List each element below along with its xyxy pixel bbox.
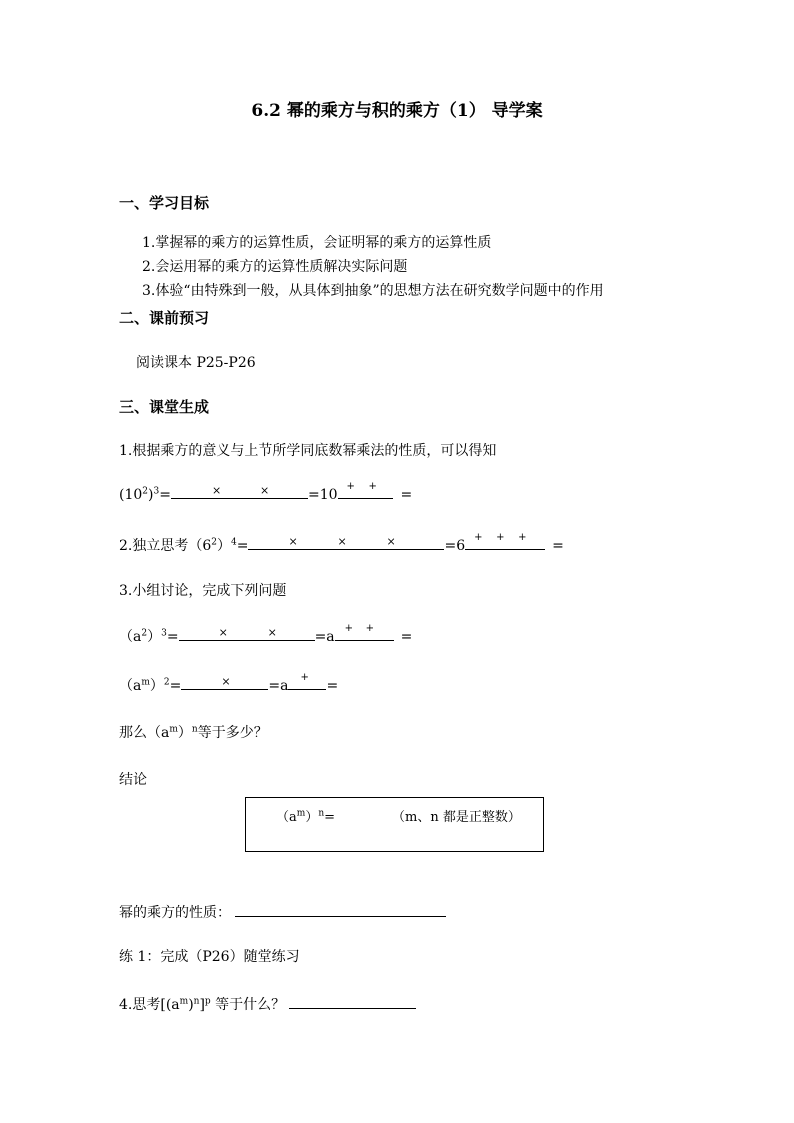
answer-blank[interactable]: × × xyxy=(179,628,315,641)
preview-text: 阅读课本 P25-P26 xyxy=(136,355,256,371)
section-heading-goals: 一、学习目标 xyxy=(119,194,210,212)
property-blank[interactable] xyxy=(235,904,446,917)
equation-3: $(a^2)^3=$ × × =a + + = xyxy=(119,623,413,645)
answer-blank[interactable]: × xyxy=(181,677,268,690)
page-title: 6.2 幂的乘方与积的乘方（1） 导学案 xyxy=(251,101,543,121)
goal-item-1: 1.掌握幂的乘方的运算性质，会证明幂的乘方的运算性质 xyxy=(142,235,492,251)
exponent-blank[interactable]: + + + xyxy=(465,537,545,550)
equation-1: $(10^2)^3=$ × × =10 + + = xyxy=(119,481,413,503)
question-power-rule: 那么$(a^m)^n$等于多少？ xyxy=(119,724,268,741)
section-heading-class: 三、课堂生成 xyxy=(119,398,210,416)
question-4: 4.思考$[(a^m)^n]^p$ 等于什么？ xyxy=(119,994,416,1014)
answer-blank[interactable]: × × × xyxy=(248,537,444,550)
goal-item-2: 2.会运用幂的乘方的运算性质解决实际问题 xyxy=(142,259,408,275)
exponent-blank[interactable]: + + xyxy=(338,486,393,499)
conclusion-label: 结论 xyxy=(119,772,147,788)
exponent-blank[interactable]: + xyxy=(288,677,326,690)
question-2: 2.独立思考$(6^2)^4=$ × × × =6 + + + = xyxy=(119,532,564,554)
property-line: 幂的乘方的性质： xyxy=(119,902,446,922)
conclusion-note: （m、n 都是正整数） xyxy=(392,810,521,825)
exponent-blank[interactable]: + + xyxy=(335,628,394,641)
question-1: 1.根据乘方的意义与上节所学同底数幂乘法的性质，可以得知 xyxy=(119,443,497,459)
question-3: 3.小组讨论，完成下列问题 xyxy=(119,583,287,599)
section-heading-preview: 二、课前预习 xyxy=(119,309,210,327)
practice-1: 练 1：完成（P26）随堂练习 xyxy=(119,949,300,965)
equation-4: $(a^m)^2=$ × =a + = xyxy=(119,672,339,694)
answer-blank[interactable] xyxy=(289,996,416,1009)
answer-blank[interactable]: × × xyxy=(171,486,308,499)
conclusion-formula: $(a^m)^n=$ xyxy=(276,808,336,825)
goal-item-3: 3.体验“由特殊到一般，从具体到抽象”的思想方法在研究数学问题中的作用 xyxy=(142,283,604,299)
